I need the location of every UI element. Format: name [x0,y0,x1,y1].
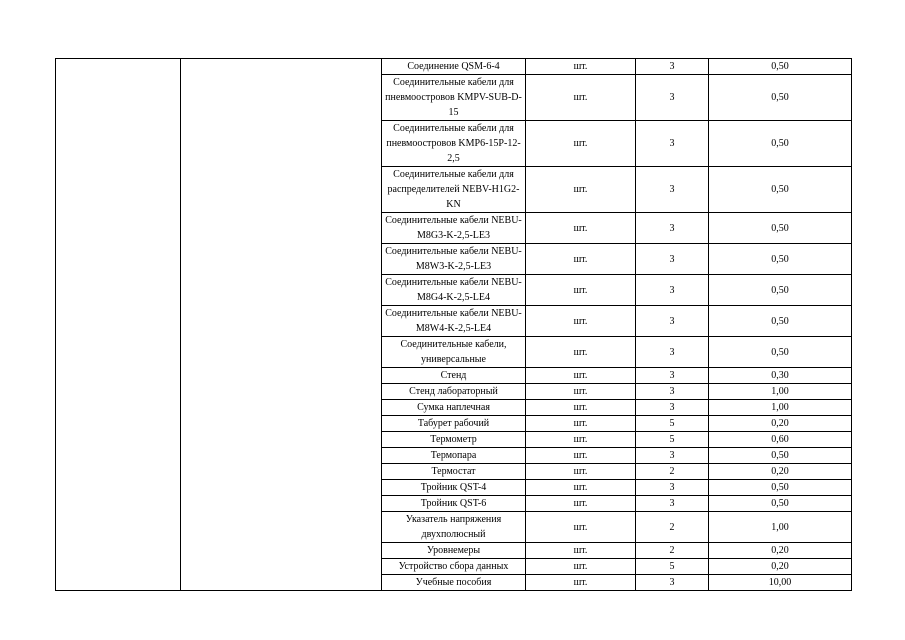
value-cell: 0,50 [709,480,852,496]
quantity-cell: 3 [636,244,709,275]
item-name-cell: Стенд [382,368,526,384]
item-name-cell: Соединительные кабели NEBU-M8W3-K-2,5-LE3 [382,244,526,275]
item-name-cell: Тройник QST-6 [382,496,526,512]
value-cell: 1,00 [709,384,852,400]
unit-cell: шт. [526,480,636,496]
item-name-cell: Соединение QSM-6-4 [382,59,526,75]
unit-cell: шт. [526,448,636,464]
unit-cell: шт. [526,275,636,306]
unit-cell: шт. [526,75,636,121]
unit-cell: шт. [526,512,636,543]
value-cell: 0,50 [709,59,852,75]
item-name-cell: Учебные пособия [382,575,526,591]
value-cell: 0,50 [709,337,852,368]
value-cell: 0,50 [709,213,852,244]
quantity-cell: 3 [636,384,709,400]
value-cell: 0,50 [709,496,852,512]
quantity-cell: 2 [636,512,709,543]
unit-cell: шт. [526,337,636,368]
value-cell: 0,50 [709,448,852,464]
quantity-cell: 3 [636,496,709,512]
item-name-cell: Термопара [382,448,526,464]
unit-cell: шт. [526,368,636,384]
quantity-cell: 3 [636,448,709,464]
quantity-cell: 3 [636,275,709,306]
unit-cell: шт. [526,121,636,167]
quantity-cell: 3 [636,75,709,121]
unit-cell: шт. [526,559,636,575]
item-name-cell: Уровнемеры [382,543,526,559]
quantity-cell: 2 [636,543,709,559]
value-cell: 0,60 [709,432,852,448]
unit-cell: шт. [526,306,636,337]
quantity-cell: 3 [636,400,709,416]
value-cell: 1,00 [709,512,852,543]
quantity-cell: 3 [636,337,709,368]
value-cell: 0,50 [709,275,852,306]
value-cell: 0,20 [709,559,852,575]
item-name-cell: Указатель напряжения двухполюсный [382,512,526,543]
item-name-cell: Сумка наплечная [382,400,526,416]
equipment-table-body [56,59,852,591]
item-name-cell: Соединительные кабели для пневмоостровов KMPV-SUB-D-15 [382,75,526,121]
unit-cell: шт. [526,575,636,591]
value-cell: 0,50 [709,121,852,167]
item-name-cell: Термометр [382,432,526,448]
quantity-cell: 3 [636,368,709,384]
item-name-cell: Стенд лабораторный [382,384,526,400]
value-cell: 0,50 [709,75,852,121]
value-cell: 0,50 [709,306,852,337]
quantity-cell: 3 [636,480,709,496]
value-cell: 0,20 [709,543,852,559]
value-cell: 10,00 [709,575,852,591]
value-cell: 0,50 [709,244,852,275]
unit-cell: шт. [526,464,636,480]
unit-cell: шт. [526,432,636,448]
value-cell: 0,20 [709,416,852,432]
quantity-cell: 3 [636,306,709,337]
item-name-cell: Табурет рабочий [382,416,526,432]
item-name-cell: Соединительные кабели для пневмоостровов KMP6-15P-12-2,5 [382,121,526,167]
middle-blank-cell [181,59,382,591]
unit-cell: шт. [526,213,636,244]
quantity-cell: 3 [636,167,709,213]
value-cell: 0,50 [709,167,852,213]
value-cell: 1,00 [709,400,852,416]
unit-cell: шт. [526,543,636,559]
unit-cell: шт. [526,384,636,400]
unit-cell: шт. [526,244,636,275]
quantity-cell: 3 [636,575,709,591]
quantity-cell: 5 [636,559,709,575]
table-row [56,59,852,75]
item-name-cell: Термостат [382,464,526,480]
item-name-cell: Соединительные кабели NEBU-M8G4-K-2,5-LE4 [382,275,526,306]
unit-cell: шт. [526,59,636,75]
quantity-cell: 5 [636,416,709,432]
quantity-cell: 2 [636,464,709,480]
unit-cell: шт. [526,416,636,432]
value-cell: 0,30 [709,368,852,384]
item-name-cell: Соединительные кабели NEBU-M8W4-K-2,5-LE4 [382,306,526,337]
unit-cell: шт. [526,496,636,512]
quantity-cell: 3 [636,213,709,244]
item-name-cell: Тройник QST-4 [382,480,526,496]
quantity-cell: 3 [636,121,709,167]
unit-cell: шт. [526,400,636,416]
left-blank-cell [56,59,181,591]
equipment-table [55,58,852,591]
item-name-cell: Соединительные кабели для распределителей NEBV-H1G2-KN [382,167,526,213]
quantity-cell: 3 [636,59,709,75]
unit-cell: шт. [526,167,636,213]
item-name-cell: Устройство сбора данных [382,559,526,575]
item-name-cell: Соединительные кабели NEBU-M8G3-K-2,5-LE3 [382,213,526,244]
value-cell: 0,20 [709,464,852,480]
quantity-cell: 5 [636,432,709,448]
item-name-cell: Соединительные кабели, универсальные [382,337,526,368]
